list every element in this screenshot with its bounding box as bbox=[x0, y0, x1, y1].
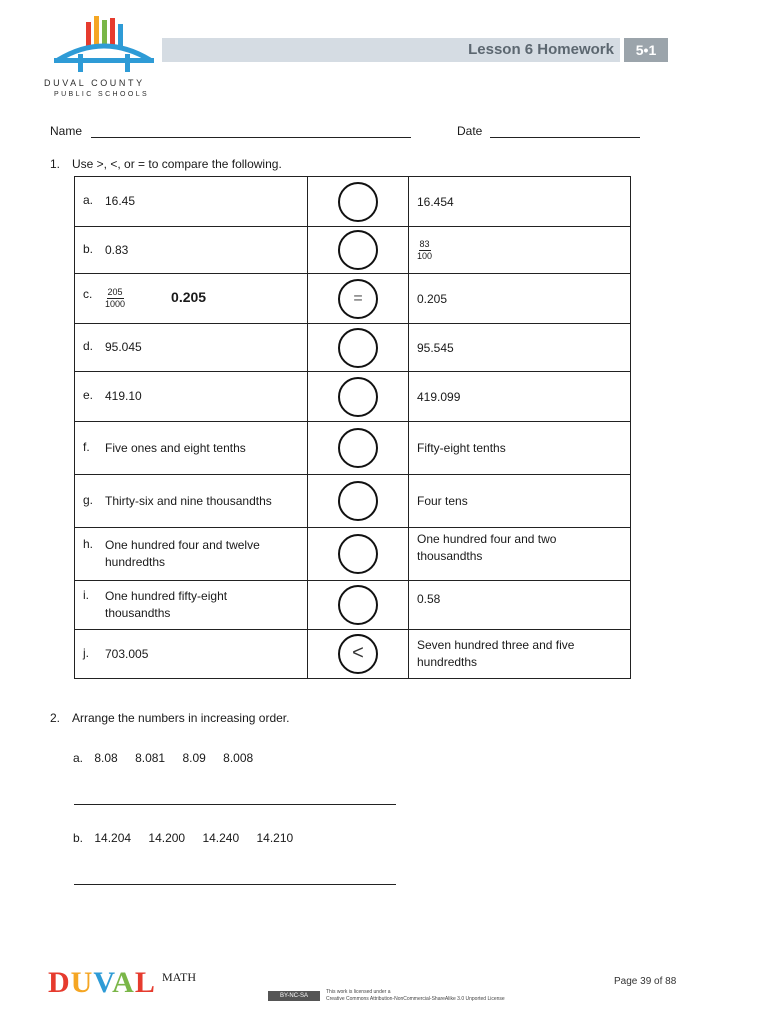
table-row bbox=[75, 422, 631, 475]
comparison-circle[interactable] bbox=[338, 230, 378, 270]
fraction bbox=[417, 239, 432, 262]
subject-label: MATH bbox=[162, 970, 197, 984]
table-row bbox=[75, 177, 631, 227]
date-label: Date bbox=[457, 124, 483, 138]
comparison-circle[interactable] bbox=[338, 279, 378, 319]
table-row bbox=[75, 227, 631, 274]
brand-letter: U bbox=[70, 966, 94, 999]
left-value: Thirty-six and nine thousandths bbox=[105, 493, 272, 508]
right-value: 95.545 bbox=[409, 324, 631, 372]
question-prompt: Arrange the numbers in increasing order. bbox=[72, 711, 290, 725]
number-item: 8.09 bbox=[182, 751, 206, 765]
question-prompt: Use >, <, or = to compare the following. bbox=[72, 157, 282, 171]
question-2a bbox=[73, 751, 267, 765]
lesson-title: Lesson 6 Homework bbox=[468, 41, 614, 58]
fraction-numerator: 205 bbox=[107, 287, 123, 297]
row-label: f. bbox=[83, 439, 90, 454]
row-label: g. bbox=[83, 492, 94, 507]
left-value: 703.005 bbox=[105, 646, 149, 661]
question-number: 1. bbox=[50, 157, 61, 171]
right-value: 16.454 bbox=[409, 177, 631, 227]
row-label: e. bbox=[83, 388, 94, 402]
part-label: b. bbox=[73, 831, 84, 845]
table-row bbox=[75, 581, 631, 630]
table-row bbox=[75, 630, 631, 679]
row-label: b. bbox=[83, 241, 94, 256]
answer-line[interactable] bbox=[74, 804, 396, 805]
left-value: 419.10 bbox=[105, 389, 142, 403]
comparison-circle[interactable] bbox=[338, 634, 378, 674]
lesson-header-bar bbox=[162, 38, 620, 62]
name-field[interactable] bbox=[50, 124, 411, 138]
fraction bbox=[105, 287, 125, 310]
row-label: a. bbox=[83, 193, 94, 207]
right-value: 419.099 bbox=[409, 372, 631, 422]
right-value: 0.205 bbox=[409, 274, 631, 324]
right-value: Seven hundred three and five hundredths bbox=[417, 638, 575, 669]
left-value: One hundred fifty-eight thousandths bbox=[105, 589, 228, 620]
page-number: Page 39 of 88 bbox=[614, 976, 677, 987]
date-field[interactable] bbox=[457, 124, 640, 138]
license-link[interactable]: Creative Commons Attribution-NonCommercial-ShareAlike 3.0 Unported License bbox=[326, 996, 505, 1002]
logo-subtitle: PUBLIC SCHOOLS bbox=[54, 91, 150, 98]
brand-letter: V bbox=[93, 966, 113, 999]
less-than-mark: < bbox=[352, 642, 364, 664]
comparison-circle[interactable] bbox=[338, 377, 378, 417]
question-1 bbox=[50, 157, 282, 171]
handwritten-answer: 0.205 bbox=[171, 288, 207, 305]
number-item: 8.081 bbox=[135, 751, 166, 765]
license-text: This work is licensed under a bbox=[326, 989, 391, 995]
comparison-circle[interactable] bbox=[338, 585, 378, 625]
right-value: 0.58 bbox=[417, 592, 441, 606]
brand-letter: D bbox=[48, 966, 71, 999]
left-value: 0.83 bbox=[105, 242, 129, 257]
row-label: j. bbox=[83, 645, 89, 660]
name-label: Name bbox=[50, 124, 83, 138]
right-value: One hundred four and two thousandths bbox=[417, 532, 557, 563]
question-number: 2. bbox=[50, 711, 61, 725]
comparison-circle[interactable] bbox=[338, 182, 378, 222]
left-value: 95.045 bbox=[105, 340, 142, 354]
table-row bbox=[75, 475, 631, 528]
fraction-denominator: 100 bbox=[417, 250, 433, 261]
module-badge: 5•1 bbox=[624, 38, 668, 62]
table-row bbox=[75, 274, 631, 324]
left-value: Five ones and eight tenths bbox=[105, 440, 246, 455]
cc-license-icon: BY-NC-SA bbox=[268, 991, 320, 1001]
comparison-circle[interactable] bbox=[338, 428, 378, 468]
brand-letter: A bbox=[112, 966, 135, 999]
right-value: Four tens bbox=[409, 475, 631, 528]
fraction-numerator: 83 bbox=[419, 238, 430, 249]
brand-letter: L bbox=[134, 966, 156, 999]
row-label: i. bbox=[83, 588, 89, 602]
row-label: d. bbox=[83, 339, 94, 353]
number-item: 8.08 bbox=[94, 751, 118, 765]
number-item: 14.204 bbox=[94, 831, 132, 845]
comparison-circle[interactable] bbox=[338, 328, 378, 368]
comparison-circle[interactable] bbox=[338, 534, 378, 574]
equals-mark: = bbox=[353, 289, 363, 307]
number-item: 8.008 bbox=[223, 751, 254, 765]
logo-district-name: DUVAL COUNTY bbox=[44, 78, 145, 88]
date-line[interactable] bbox=[490, 126, 640, 138]
right-value: Fifty-eight tenths bbox=[409, 422, 631, 475]
number-item: 14.200 bbox=[148, 831, 186, 845]
number-item: 14.240 bbox=[202, 831, 240, 845]
fraction-denominator: 1000 bbox=[105, 299, 126, 309]
question-2 bbox=[50, 711, 289, 725]
left-value: 16.45 bbox=[105, 194, 136, 208]
answer-line[interactable] bbox=[74, 884, 396, 885]
table-row bbox=[75, 372, 631, 422]
question-2b bbox=[73, 831, 307, 845]
duval-brand-logo bbox=[48, 966, 156, 1000]
number-item: 14.210 bbox=[256, 831, 294, 845]
part-label: a. bbox=[73, 751, 84, 765]
left-value: One hundred four and twelve hundredths bbox=[105, 538, 260, 569]
comparison-circle[interactable] bbox=[338, 481, 378, 521]
row-label: h. bbox=[83, 537, 94, 551]
table-row bbox=[75, 528, 631, 581]
table-row bbox=[75, 324, 631, 372]
comparison-table bbox=[74, 176, 631, 679]
row-label: c. bbox=[83, 287, 93, 301]
name-line[interactable] bbox=[91, 126, 411, 138]
